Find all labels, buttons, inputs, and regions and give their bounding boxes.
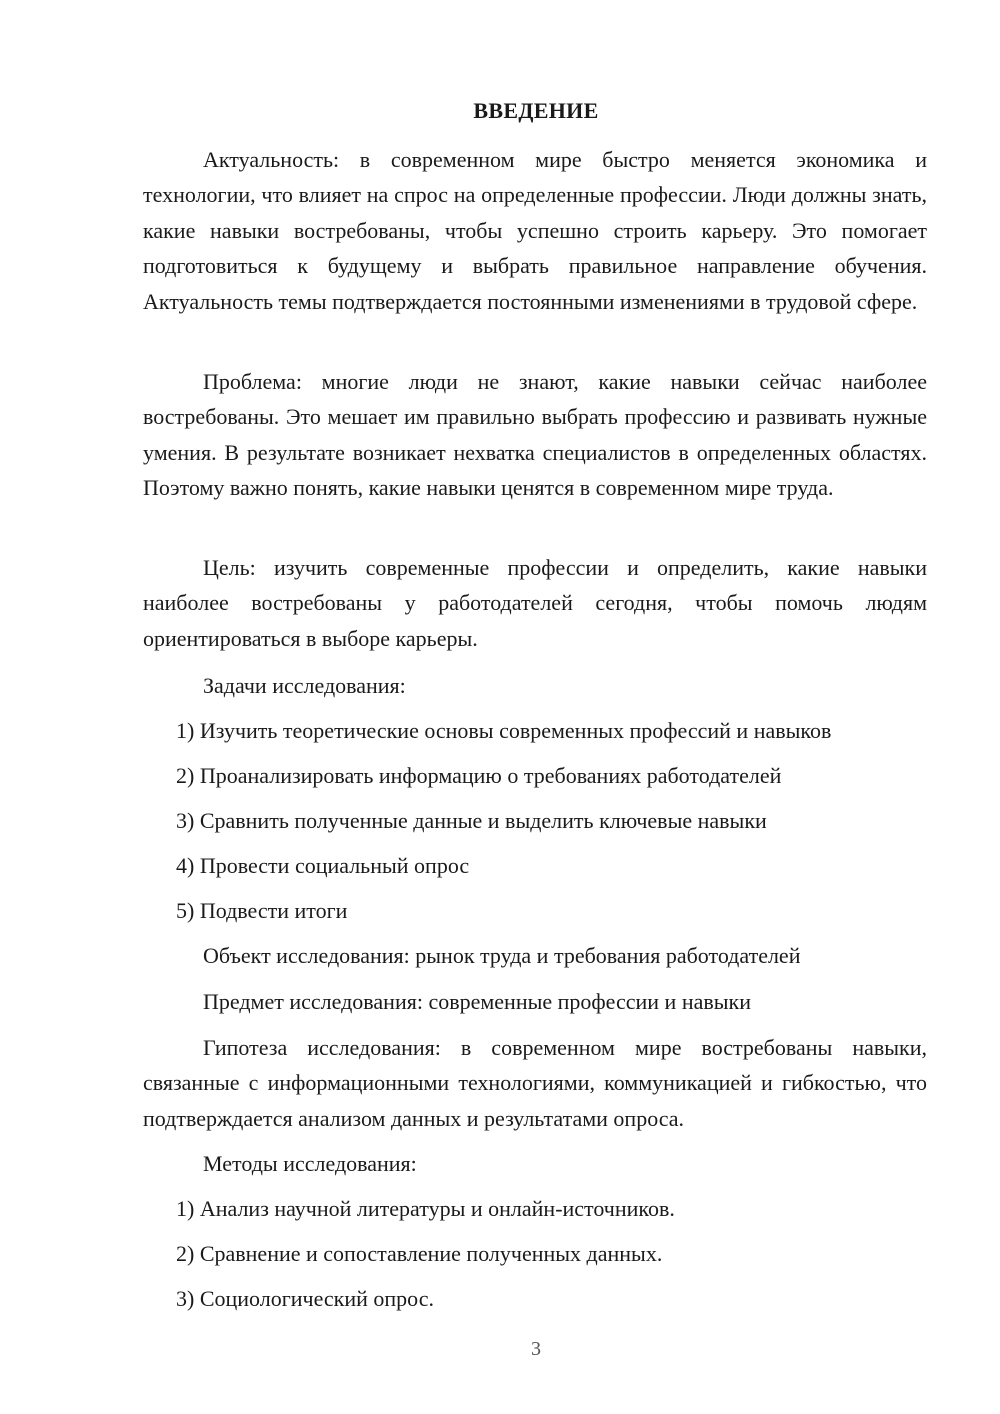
page-number: 3 [531, 1338, 541, 1360]
research-subject: Предмет исследования: современные профессии и навыки [203, 989, 752, 1014]
goal-paragraph: Цель: изучить современные профессии и определить, какие навыки наиболее востребованы у работодателей сегодня, чтобы помочь людям ориентироваться в выборе карьеры. [143, 555, 927, 651]
research-object: Объект исследования: рынок труда и требования работодателей [203, 943, 801, 968]
task-item: 1) Изучить теоретические основы современных профессий и навыков [176, 718, 832, 743]
hypothesis-paragraph: Гипотеза исследования: в современном мире востребованы навыки, связанные с информационными технологиями, коммуникацией и гибкостью, что подтверждается анализом данных и результатами опроса. [143, 1035, 927, 1131]
task-item: 2) Проанализировать информацию о требованиях работодателей [176, 763, 782, 788]
methods-title: Методы исследования: [203, 1151, 417, 1176]
task-item: 3) Сравнить полученные данные и выделить ключевые навыки [176, 808, 767, 833]
problem-paragraph: Проблема: многие люди не знают, какие навыки сейчас наиболее востребованы. Это мешает им правильно выбрать профессию и развивать нужные умения. В результате возникает нехватка специалистов в определенных областях. Поэтому важно понять, какие навыки ценятся в современном мире труда. [143, 369, 927, 501]
method-item: 3) Социологический опрос. [176, 1286, 434, 1311]
method-item: 1) Анализ научной литературы и онлайн-источников. [176, 1196, 675, 1221]
tasks-title: Задачи исследования: [203, 673, 406, 698]
method-item: 2) Сравнение и сопоставление полученных данных. [176, 1241, 663, 1266]
relevance-paragraph: Актуальность: в современном мире быстро меняется экономика и технологии, что влияет на спрос на определенные профессии. Люди должны знать, какие навыки востребованы, чтобы успешно строить карьеру. Это помогает подготовиться к будущему и выбрать правильное направление обучения. Актуальность темы подтверждается постоянными изменениями в трудовой сфере. [143, 147, 927, 314]
task-item: 4) Провести социальный опрос [176, 853, 470, 878]
page-title: ВВЕДЕНИЕ [473, 98, 599, 123]
task-item: 5) Подвести итоги [176, 898, 348, 923]
